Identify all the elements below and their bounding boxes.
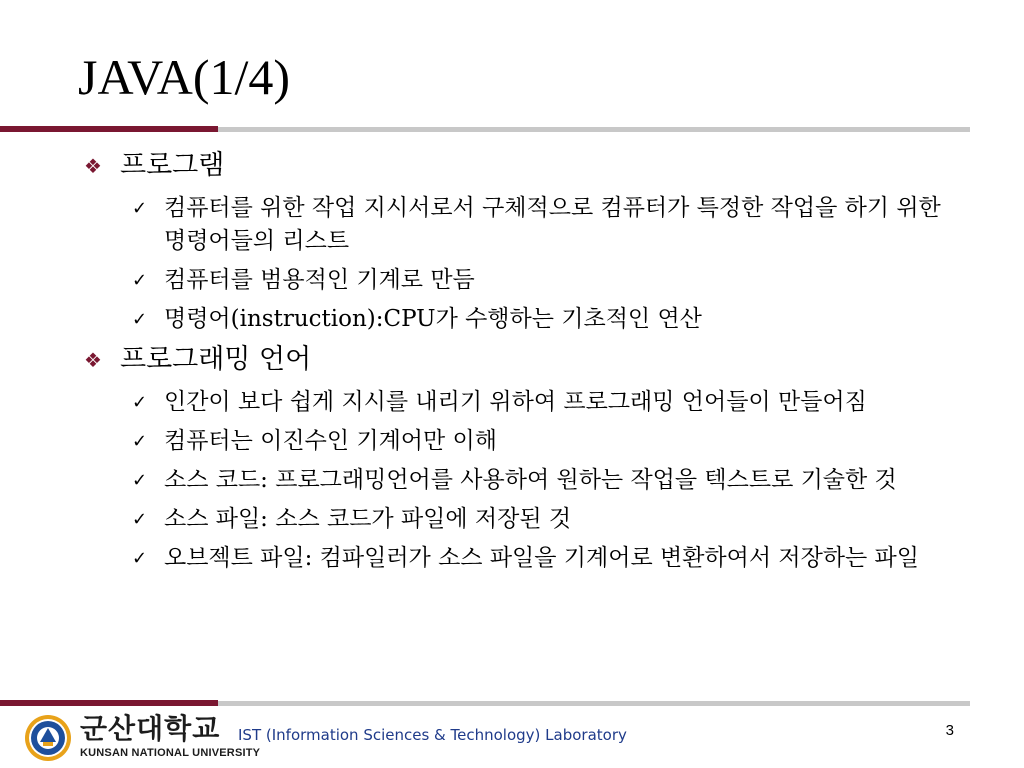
slide-title: JAVA(1/4) (78, 49, 291, 105)
diamond-bullet-icon: ❖ (84, 154, 102, 178)
slide-content (80, 142, 960, 575)
list-item-text: 컴퓨터를 위한 작업 지시서로서 구체적으로 컴퓨터가 특정한 작업을 하기 위한 명령어들의 리스트 (164, 195, 941, 254)
title-divider-line (218, 127, 970, 132)
section-heading-text: 프로그램 (120, 150, 225, 181)
list-item-text: 소스 코드: 프로그래밍언어를 사용하여 원하는 작업을 텍스트로 기술한 것 (164, 467, 897, 493)
title-divider-accent (0, 126, 218, 132)
section-heading (80, 146, 960, 186)
checkmark-icon: ✓ (132, 392, 148, 413)
checkmark-icon: ✓ (132, 470, 148, 491)
checkmark-icon: ✓ (132, 309, 148, 330)
university-seal-icon (24, 714, 72, 762)
checkmark-icon: ✓ (132, 431, 148, 452)
footer-divider-line (218, 701, 970, 706)
title-divider (0, 126, 970, 132)
checkmark-icon: ✓ (132, 270, 148, 291)
list-item-text: 컴퓨터는 이진수인 기계어만 이해 (164, 428, 497, 454)
list-item (80, 264, 960, 297)
list-item (80, 386, 960, 419)
list-item (80, 542, 960, 575)
diamond-bullet-icon: ❖ (84, 348, 102, 372)
section-heading (80, 340, 960, 380)
section-heading-text: 프로그래밍 언어 (120, 344, 312, 375)
list-item (80, 464, 960, 497)
footer-lab-name: IST (Information Sciences & Technology) Laboratory (238, 726, 627, 744)
list-item (80, 503, 960, 536)
list-item-text: 명령어(instruction):CPU가 수행하는 기초적인 연산 (164, 306, 702, 332)
list-item-text: 오브젝트 파일: 컴파일러가 소스 파일을 기계어로 변환하여서 저장하는 파일 (164, 545, 919, 571)
page-number: 3 (945, 722, 954, 739)
university-name-en: KUNSAN NATIONAL UNIVERSITY (80, 747, 261, 759)
list-item (80, 425, 960, 458)
checkmark-icon: ✓ (132, 198, 148, 219)
university-logo (22, 712, 261, 764)
list-item (80, 192, 960, 258)
university-name-kr: 군산대학교 (80, 712, 221, 745)
list-item-text: 컴퓨터를 범용적인 기계로 만듬 (164, 267, 475, 293)
list-item (80, 303, 960, 336)
checkmark-icon: ✓ (132, 548, 148, 569)
list-item-text: 소스 파일: 소스 코드가 파일에 저장된 것 (164, 506, 572, 532)
footer-divider-accent (0, 700, 218, 706)
footer-divider (0, 700, 970, 706)
checkmark-icon: ✓ (132, 509, 148, 530)
list-item-text: 인간이 보다 쉽게 지시를 내리기 위하여 프로그래밍 언어들이 만들어짐 (164, 389, 867, 415)
